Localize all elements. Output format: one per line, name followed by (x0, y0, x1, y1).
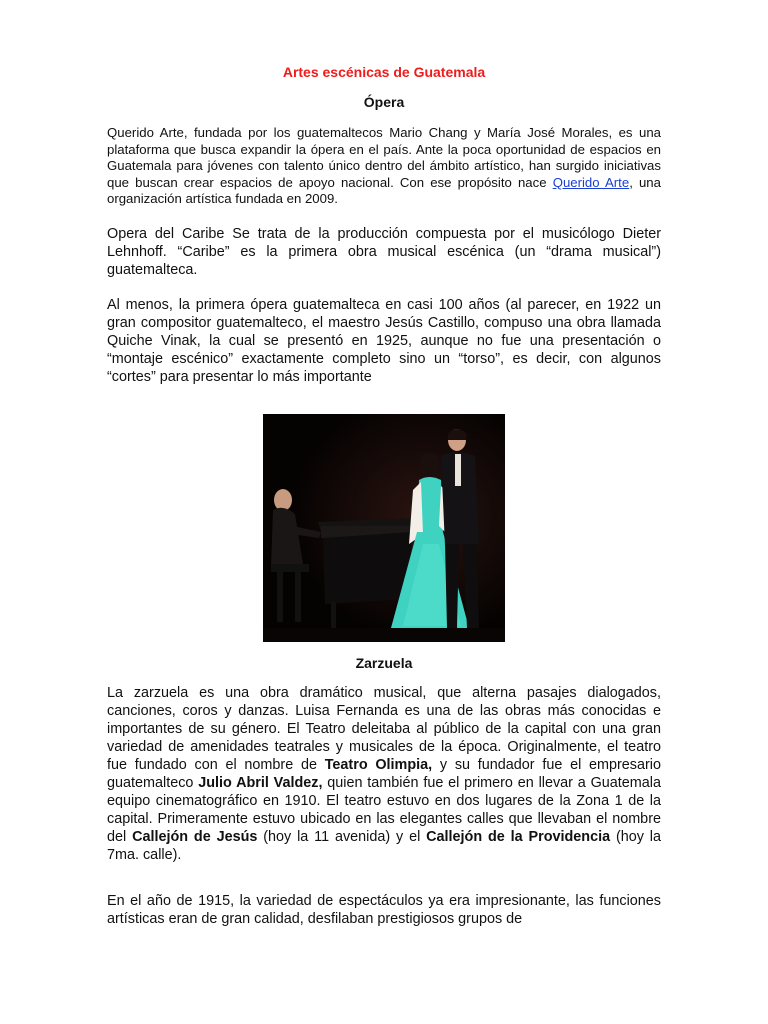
paragraph-ano-1915: En el año de 1915, la variedad de espectáculos ya era impresionante, las funciones artísticas eran de gran calidad, desfilaban prestigiosos grupos de (107, 893, 661, 927)
section-heading-opera: Ópera (363, 94, 405, 110)
paragraph-text: (hoy la 7ma. calle). (107, 829, 661, 863)
paragraph-text: , una organización artística fundada en 2009. (107, 174, 661, 207)
callejon-providencia-bold: Callejón de la Providencia (426, 829, 611, 845)
teatro-olimpia-bold: Teatro Olimpia, (324, 757, 433, 773)
opera-photo-illustration (263, 414, 505, 642)
opera-stage-photo (263, 414, 505, 642)
paragraph-text: y su fundador fue el empresario guatemalteco (107, 757, 661, 791)
paragraph-text: quien también fue el primero en llevar a Guatemala equipo cinematográfico en 1910. El teatro estuvo en dos lugares de la Zona 1 de la capital. Primeramente estuvo ubicado en las elegantes calles que llevaban el nombre del (107, 775, 661, 845)
document-title: Artes escénicas de Guatemala (282, 64, 486, 80)
julio-abril-valdez-bold: Julio Abril Valdez, (198, 775, 323, 791)
paragraph-opera-caribe: Opera del Caribe Se trata de la producción compuesta por el musicólogo Dieter Lehnhoff. “Caribe” es la primera obra musical escénica (un “drama musical”) guatemalteca. (107, 226, 661, 278)
paragraph-text: Querido Arte, fundada por los guatemaltecos Mario Chang y María José Morales, es una plataforma que busca expandir la ópera en el país. Ante la poca oportunidad de espacios en Guatemala para jóvenes con talento único dentro del ámbito artístico, han surgido iniciativas que buscan crear espacios de apoyo nacional. Con ese propósito nace (107, 125, 661, 190)
paragraph-querido-arte (107, 125, 661, 208)
paragraph-text: La zarzuela es una obra dramático musical, que alterna pasajes dialogados, canciones, coros y danzas. Luisa Fernanda es una de las obras más conocidas e importantes de su género. El Teatro deleitaba al público de la capital con una gran variedad de amenidades teatrales y musicales de la época. Originalmente, el teatro fue fundado con el nombre de (107, 685, 661, 773)
querido-arte-link[interactable]: Querido Arte (552, 174, 630, 190)
paragraph-zarzuela (107, 684, 661, 864)
paragraph-text: (hoy la 11 avenida) y el (257, 829, 427, 845)
paragraph-primera-opera: Al menos, la primera ópera guatemalteca en casi 100 años (al parecer, en 1922 un gran compositor guatemalteco, el maestro Jesús Castillo, compuso una obra llamada Quiche Vinak, la cual se presentó en 1925, aunque no fue una presentación o “montaje escénico” exactamente completo sino un “torso”, es decir, con algunos “cortes” para presentar lo más importante (107, 297, 661, 385)
callejon-de-jesus-bold: Callejón de Jesús (132, 829, 258, 845)
section-heading-zarzuela: Zarzuela (355, 655, 413, 671)
